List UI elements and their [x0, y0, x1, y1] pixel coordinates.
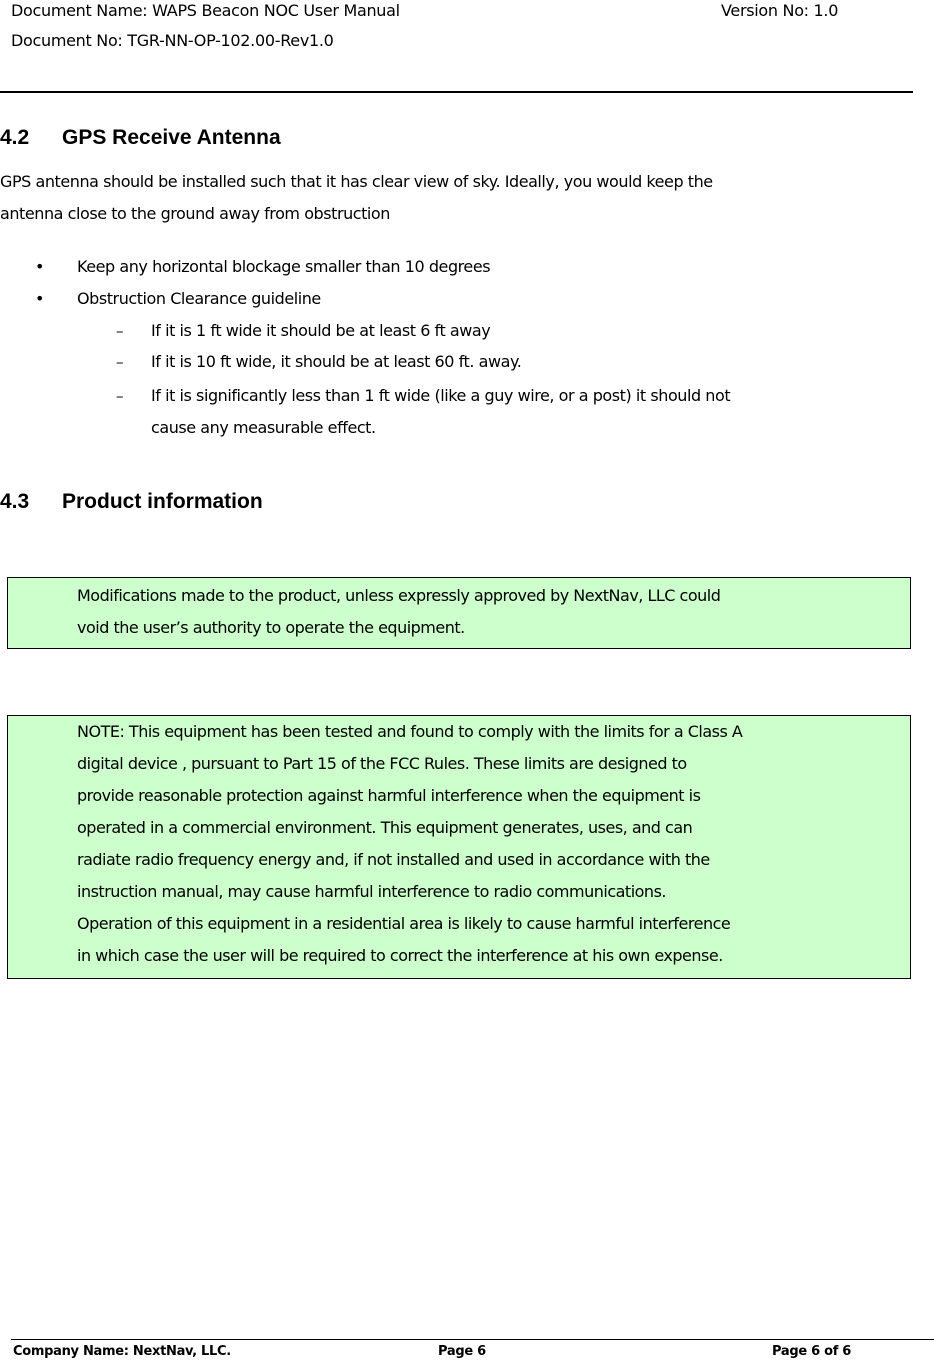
sub-item: If it is 10 ft wide, it should be at least 60 ft. away.: [151, 352, 522, 371]
modification-notice-box: [7, 577, 911, 649]
notice-line: void the user’s authority to operate the equipment.: [77, 618, 465, 637]
page-count: Page 6 of 6: [772, 1344, 852, 1359]
sub-item: If it is significantly less than 1 ft wide (like a guy wire, or a post) it should not: [151, 386, 731, 405]
bullet-icon: •: [35, 257, 45, 276]
fcc-notice-box: [7, 715, 911, 979]
section-heading-4-2: [0, 126, 281, 150]
notice-line: radiate radio frequency energy and, if not installed and used in accordance with the: [77, 850, 710, 869]
notice-line: instruction manual, may cause harmful interference to radio communications.: [77, 882, 666, 901]
version-number: Version No: 1.0: [721, 1, 839, 20]
section-title: Product information: [62, 490, 263, 513]
company-name: Company Name: NextNav, LLC.: [13, 1344, 231, 1359]
dash-icon: –: [116, 322, 124, 340]
sub-item-continuation: cause any measurable effect.: [151, 418, 376, 437]
notice-line: provide reasonable protection against harmful interference when the equipment is: [77, 786, 701, 805]
paragraph-line: antenna close to the ground away from obstruction: [0, 204, 390, 223]
notice-line: digital device , pursuant to Part 15 of the FCC Rules. These limits are designed to: [77, 754, 687, 773]
notice-line: Modifications made to the product, unless expressly approved by NextNav, LLC could: [77, 586, 721, 605]
notice-line: Operation of this equipment in a residential area is likely to cause harmful interference: [77, 914, 731, 933]
notice-line: in which case the user will be required to correct the interference at his own expense.: [77, 946, 723, 965]
sub-item: If it is 1 ft wide it should be at least 6 ft away: [151, 321, 491, 340]
section-title: GPS Receive Antenna: [62, 126, 281, 149]
bullet-icon: •: [35, 289, 45, 308]
footer-divider: [11, 1339, 934, 1340]
notice-line: operated in a commercial environment. This equipment generates, uses, and can: [77, 818, 693, 837]
document-name: Document Name: WAPS Beacon NOC User Manual: [11, 1, 400, 20]
section-heading-4-3: [0, 490, 263, 514]
dash-icon: –: [116, 353, 124, 371]
bullet-item: Keep any horizontal blockage smaller than 10 degrees: [77, 257, 491, 276]
paragraph-line: GPS antenna should be installed such that it has clear view of sky. Ideally, you would keep the: [0, 172, 713, 191]
document-number: Document No: TGR-NN-OP-102.00-Rev1.0: [11, 31, 334, 50]
section-number: 4.2: [0, 126, 30, 149]
section-number: 4.3: [0, 490, 30, 513]
header-divider: [0, 91, 913, 93]
bullet-item: Obstruction Clearance guideline: [77, 289, 321, 308]
page-number: Page 6: [438, 1344, 486, 1359]
dash-icon: –: [116, 387, 124, 405]
notice-line: NOTE: This equipment has been tested and found to comply with the limits for a Class A: [77, 722, 743, 741]
